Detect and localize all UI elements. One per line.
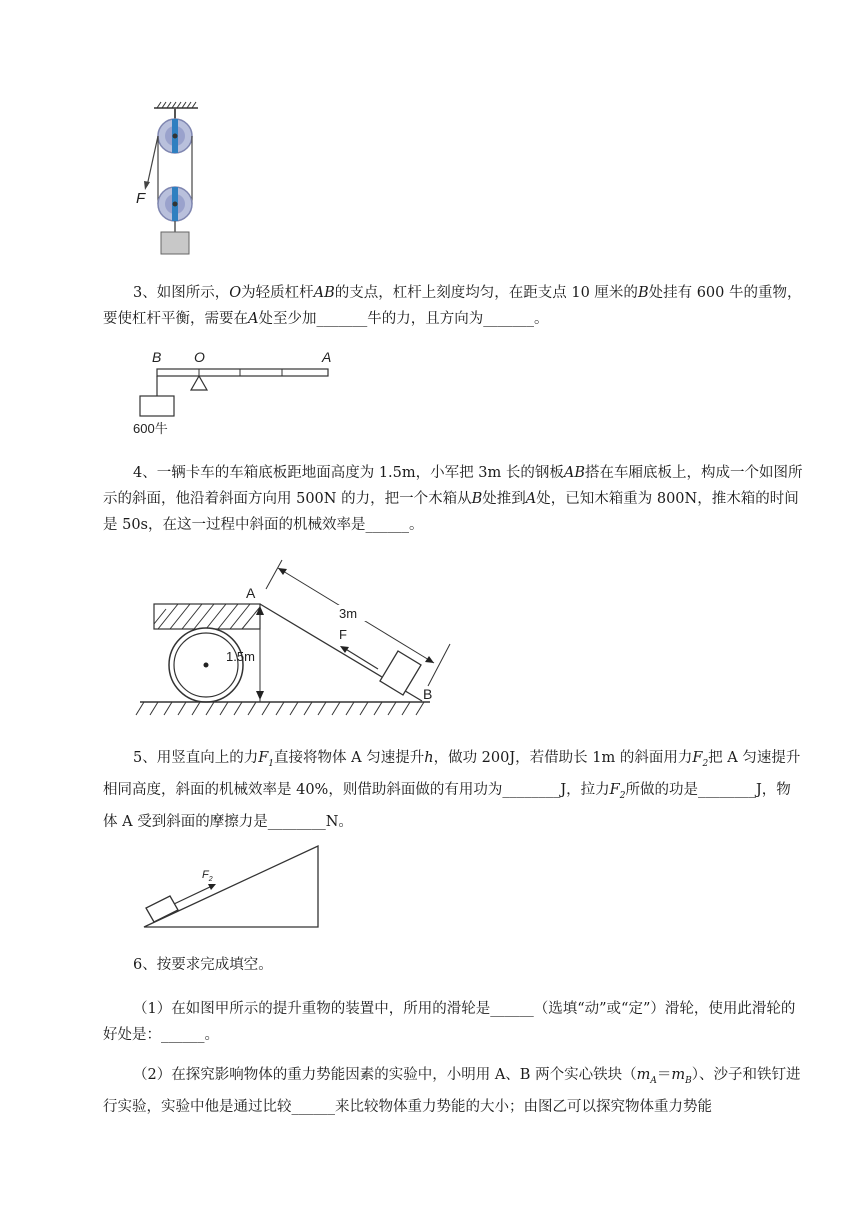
q6-var-ma: m bbox=[636, 1067, 651, 1083]
lever-bar bbox=[157, 369, 328, 376]
q6-equals: ＝ bbox=[656, 1067, 672, 1083]
pulley-figure bbox=[130, 100, 210, 260]
q3-text: 为轻质杠杆 bbox=[241, 285, 314, 301]
q6-part1-text: （1）在如图甲所示的提升重物的装置中，所用的滑轮是______（选填“动”或“定”）滑轮，使用此滑轮的好处是：______。 bbox=[103, 1001, 796, 1043]
q5-var-f2-sub: 2 bbox=[702, 758, 709, 769]
q6-var-ma-sub: A bbox=[650, 1075, 657, 1086]
question-3 bbox=[103, 280, 803, 332]
q5-var-f1-sub: 1 bbox=[268, 758, 275, 769]
q6-part2-text: （2）在探究影响物体的重力势能因素的实验中，小明用 A、B 两个实心铁块（ bbox=[133, 1067, 637, 1083]
q6-var-mb-sub: B bbox=[685, 1075, 692, 1086]
q3-var-ab: AB bbox=[313, 285, 335, 301]
q5-text: 所做的功是________J，物体 A 受到斜面的摩擦力是________N。 bbox=[103, 781, 791, 830]
q3-text: 的支点，杠杆上刻度均匀，在距支点 10 厘米的 bbox=[334, 285, 638, 301]
q6-title: 6、按要求完成填空。 bbox=[133, 957, 273, 973]
wooden-box bbox=[380, 651, 421, 695]
weight-block bbox=[161, 232, 189, 254]
lever-label-o: O bbox=[194, 349, 205, 365]
question-5 bbox=[103, 745, 803, 835]
question-6-part-2 bbox=[103, 1062, 803, 1120]
ramp-label-a: A bbox=[246, 585, 256, 601]
q4-var-b: B bbox=[471, 491, 483, 507]
incline-plane bbox=[144, 846, 318, 927]
q5-var-f2b-sub: 2 bbox=[619, 790, 626, 801]
q6-part2-text: ）、沙子和铁钉进行实验，实验中他是通过比较______来比较物体重力势能的大小；由图乙可以探究物体重力势能 bbox=[103, 1067, 801, 1115]
incline-force-label bbox=[202, 869, 213, 883]
q3-text: 3、如图所示， bbox=[133, 285, 230, 301]
q4-text: 处，已知木箱重为 800N，推木箱的时间是 50s，在这一过程中斜面的机械效率是______。 bbox=[103, 491, 799, 533]
force-arrow bbox=[147, 136, 158, 186]
q5-var-f2: F bbox=[692, 750, 703, 766]
lever-weight-label: 600牛 bbox=[133, 421, 168, 436]
q4-var-a: A bbox=[525, 491, 537, 507]
ramp-label-b: B bbox=[423, 686, 433, 702]
pulley-force-label: F bbox=[136, 190, 146, 207]
q5-var-f1: F bbox=[258, 750, 269, 766]
lever-label-b: B bbox=[152, 349, 162, 365]
q3-var-a: A bbox=[248, 311, 259, 327]
q3-text: 处挂有 600 牛的重物，要使杠杆平衡，需要在 bbox=[103, 285, 802, 327]
lever-weight bbox=[140, 396, 174, 416]
q4-text: 处推到 bbox=[482, 491, 526, 507]
question-6-part-1 bbox=[103, 996, 803, 1048]
q5-text: ，做功 200J，若借助长 1m 的斜面用力 bbox=[433, 750, 693, 766]
q5-text: 直接将物体 A 匀速提升 bbox=[274, 750, 425, 766]
q4-text: 搭在车厢底板上，构成一个如图所示的斜面，他沿着斜面方向用 500N 的力，把一个木箱从 bbox=[103, 465, 803, 507]
q3-var-b: B bbox=[637, 285, 649, 301]
lever-label-a: A bbox=[322, 349, 332, 365]
q4-text: 4、一辆卡车的车箱底板距地面高度为 1.5m，小军把 3m 长的钢板 bbox=[133, 465, 564, 481]
q3-var-o: O bbox=[229, 285, 242, 301]
incline-figure bbox=[130, 842, 330, 932]
ramp-force-label: F bbox=[339, 627, 347, 642]
truck-bed bbox=[154, 604, 260, 629]
fulcrum bbox=[191, 376, 207, 390]
ramp-length-label: 3m bbox=[339, 606, 358, 621]
q3-text: 处至少加_______牛的力，且方向为_______。 bbox=[258, 311, 549, 327]
question-6-title bbox=[103, 952, 803, 978]
q6-var-mb: m bbox=[671, 1067, 686, 1083]
q5-text: 5、用竖直向上的力 bbox=[133, 750, 259, 766]
question-4 bbox=[103, 460, 803, 538]
ramp-figure bbox=[130, 555, 470, 725]
incline-force-sub: 2 bbox=[208, 876, 213, 883]
q5-text: 把 A 匀速提升相同高度，斜面的机械效率是 40%，则借助斜面做的有用功为________J，拉力 bbox=[103, 750, 801, 798]
q4-var-ab: AB bbox=[563, 465, 585, 481]
q5-var-f2b: F bbox=[609, 781, 620, 798]
lever-figure bbox=[130, 348, 345, 438]
q5-var-h: h bbox=[424, 750, 434, 766]
ramp-force-arrow bbox=[344, 648, 378, 669]
incline-force-letter: F bbox=[202, 869, 209, 881]
ramp-height-label: 1.5m bbox=[226, 649, 255, 664]
